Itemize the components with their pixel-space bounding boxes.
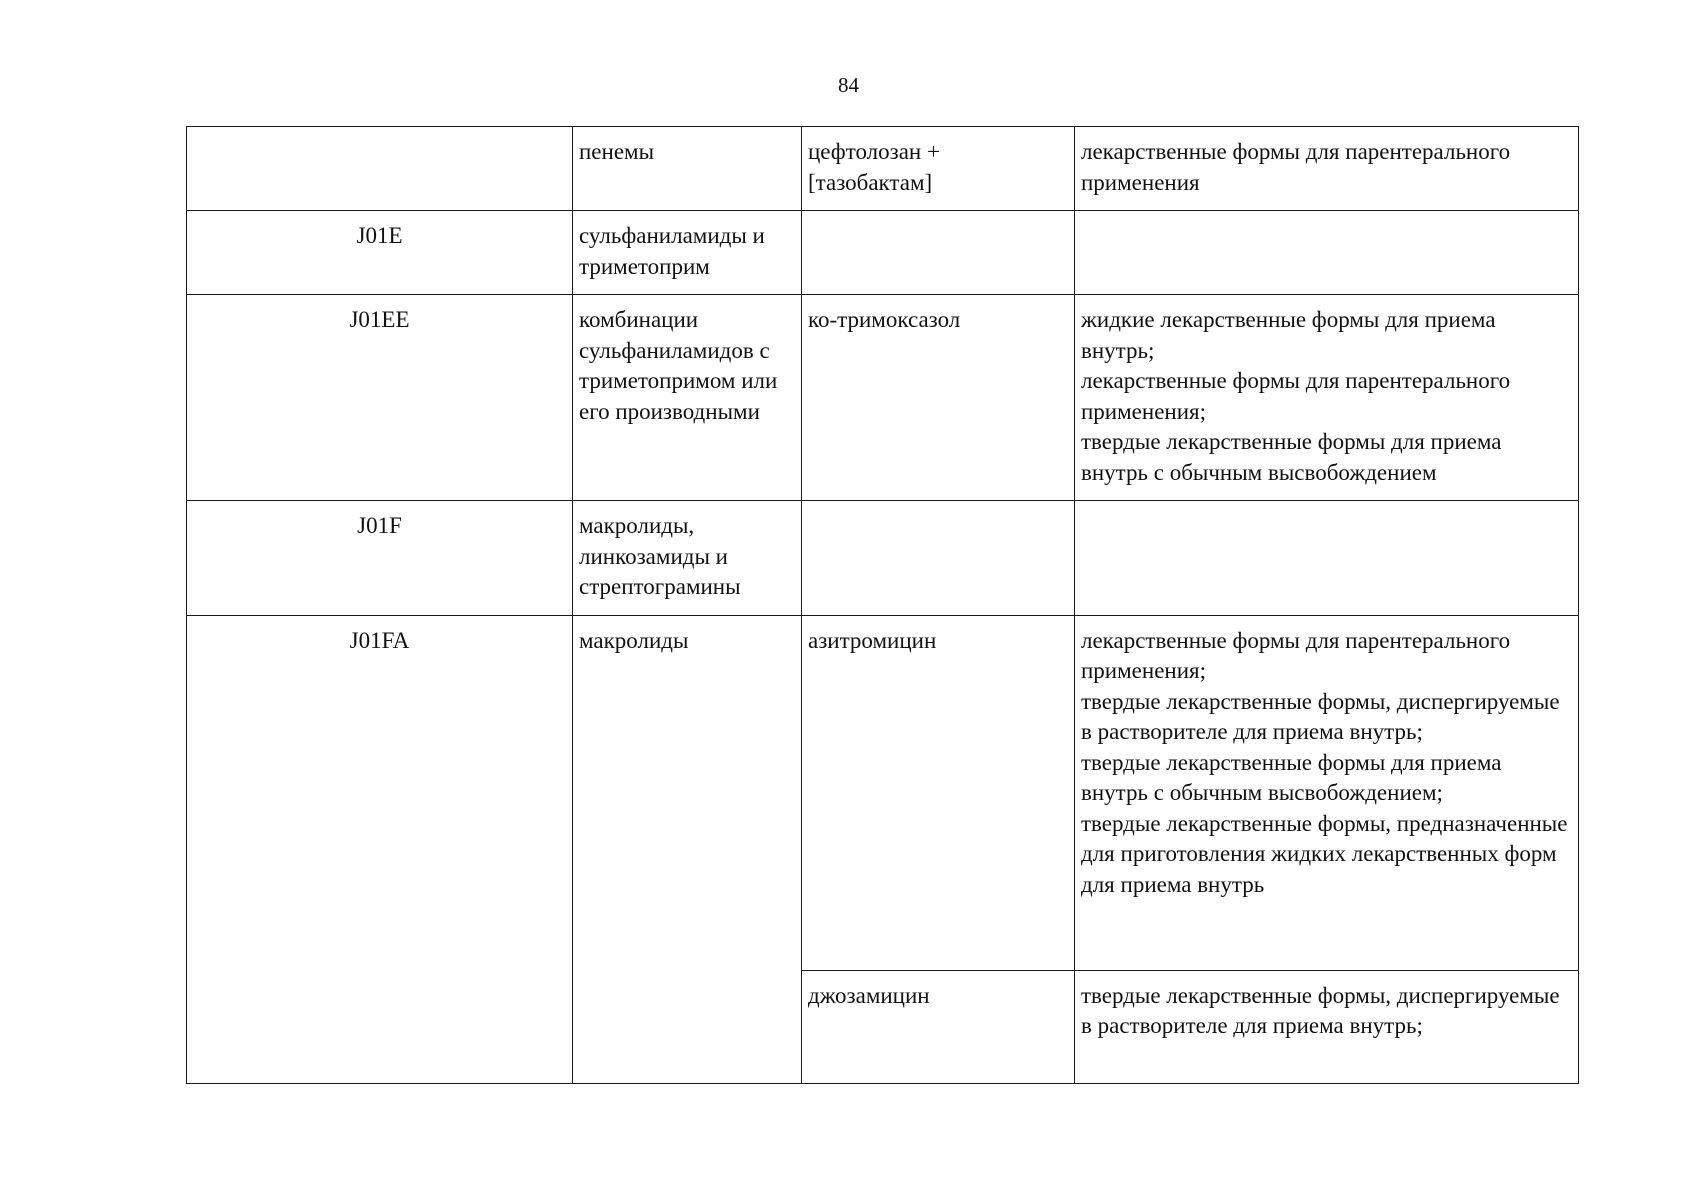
dosage-form-line: лекарственные формы для парентерального применения; (1081, 627, 1511, 683)
atc-code-cell (187, 127, 573, 211)
group-cell: макролиды, линкозамиды и стрептограмины (573, 501, 802, 616)
dosage-form-line: твердые лекарственные формы, диспергируемые в растворителе для приема внутрь; (1081, 688, 1560, 744)
table-row (187, 127, 1579, 211)
dosage-form-line: жидкие лекарственные формы для приема внутрь; (1081, 307, 1496, 363)
drug-cell (802, 211, 1075, 295)
drug-cell: азитромицин (802, 615, 1075, 970)
group-cell: макролиды (573, 615, 802, 1083)
drug-cell: цефтолозан + [тазобактам] (802, 127, 1075, 211)
dosage-forms-cell (1075, 501, 1579, 616)
dosage-form-line: лекарственные формы для парентерального применения; (1081, 368, 1511, 424)
drug-classification-table (186, 126, 1579, 1084)
dosage-form-line: твердые лекарственные формы, предназначенные для приготовления жидких лекарственных форм для приема внутрь (1081, 810, 1568, 897)
group-cell: комбинации сульфаниламидов с триметопримом или его производными (573, 295, 802, 501)
dosage-form-line: лекарственные формы для парентерального применения (1081, 139, 1511, 195)
dosage-form-line: твердые лекарственные формы, диспергируемые в растворителе для приема внутрь; (1081, 982, 1560, 1038)
table-row (187, 501, 1579, 616)
drug-cell: ко-тримоксазол (802, 295, 1075, 501)
dosage-form-line: твердые лекарственные формы для приема внутрь с обычным высвобождением; (1081, 749, 1502, 805)
dosage-form-line: твердые лекарственные формы для приема внутрь с обычным высвобождением (1081, 429, 1502, 485)
atc-code-cell: J01EE (187, 295, 573, 501)
drug-cell: джозамицин (802, 970, 1075, 1083)
table-row (187, 295, 1579, 501)
dosage-forms-cell (1075, 127, 1579, 211)
page-number: 84 (838, 73, 859, 97)
dosage-forms-cell (1075, 615, 1579, 970)
atc-code-cell: J01E (187, 211, 573, 295)
dosage-forms-cell (1075, 970, 1579, 1083)
dosage-forms-cell (1075, 211, 1579, 295)
drug-cell (802, 501, 1075, 616)
dosage-forms-cell (1075, 295, 1579, 501)
group-cell: сульфаниламиды и триметоприм (573, 211, 802, 295)
table-row (187, 615, 1579, 970)
atc-code-cell: J01FA (187, 615, 573, 1083)
table-row (187, 211, 1579, 295)
group-cell: пенемы (573, 127, 802, 211)
atc-code-cell: J01F (187, 501, 573, 616)
